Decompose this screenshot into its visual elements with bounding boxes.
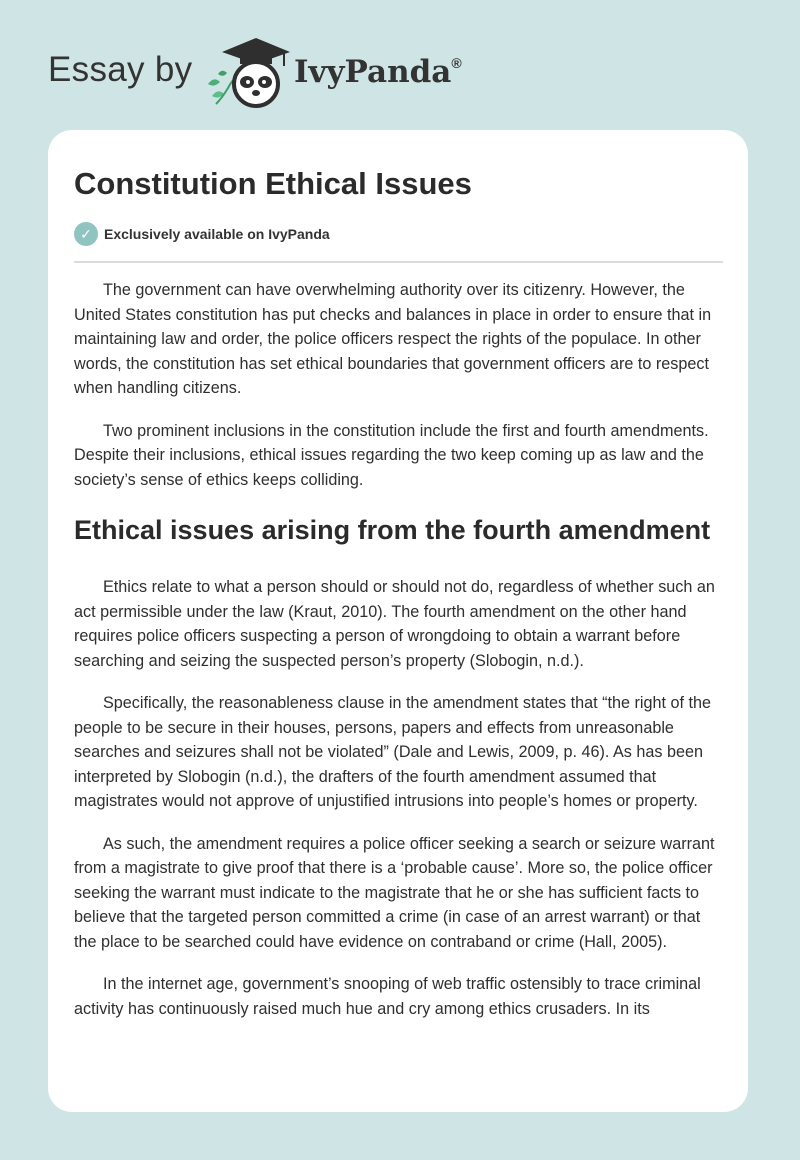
check-icon: ✓ <box>74 222 98 246</box>
divider <box>74 261 723 263</box>
site-logo[interactable] <box>48 34 488 110</box>
paragraph: Specifically, the reasonableness clause in the amendment states that “the right of the people to be secure in their houses, persons, papers and effects from unreasonable searches and seizures shall not be violated” (Dale and Lewis, 2009, p. 46). As has been interpreted by Slobogin (n.d.), the drafters of the fourth amendment assumed that magistrates would not approve of unjustified intrusions into people’s homes or property. <box>74 694 711 810</box>
essay-card <box>48 130 748 1112</box>
panda-logo-icon <box>202 34 292 110</box>
paragraph: As such, the amendment requires a police officer seeking a search or seizure warrant from a magistrate to give proof that there is a ‘probable cause’. More so, the police officer seeking the warrant must indicate to the magistrate that he or she has sufficient facts to believe that the targeted person committed a crime (in case of an arrest warrant) or that the place to be searched could have evidence on contraband or crime (Hall, 2005). <box>74 834 715 951</box>
article-body <box>74 278 724 1039</box>
badge-label: Exclusively available on IvyPanda <box>104 226 330 242</box>
page-title: Constitution Ethical Issues <box>74 166 472 201</box>
paragraph: In the internet age, government’s snooping of web traffic ostensibly to trace criminal activity has continuously raised much hue and cry among ethics crusaders. In its <box>74 975 701 1018</box>
paragraph: The government can have overwhelming authority over its citizenry. However, the United States constitution has put checks and balances in place in order to ensure that in maintaining law and order, the police officers respect the rights of the populace. In other words, the constitution has set ethical boundaries that government officers are to respect when handling citizens. <box>74 281 712 397</box>
exclusive-badge <box>74 222 330 246</box>
paragraph: Ethics relate to what a person should or should not do, regardless of whether such an act permissible under the law (Kraut, 2010). The fourth amendment on the other hand requires police officers suspecting a person of wrongdoing to obtain a warrant before searching and seizing the suspected person’s property (Slobogin, n.d.). <box>74 578 715 670</box>
logo-brand: IvyPanda® <box>294 54 462 90</box>
paragraph: Two prominent inclusions in the constitution include the first and fourth amendments. Despite their inclusions, ethical issues regarding the two keep coming up as law and the society’s sense of ethics keeps colliding. <box>74 421 709 489</box>
section-heading: Ethical issues arising from the fourth amendment <box>74 515 711 545</box>
logo-prefix: Essay by <box>48 50 193 89</box>
